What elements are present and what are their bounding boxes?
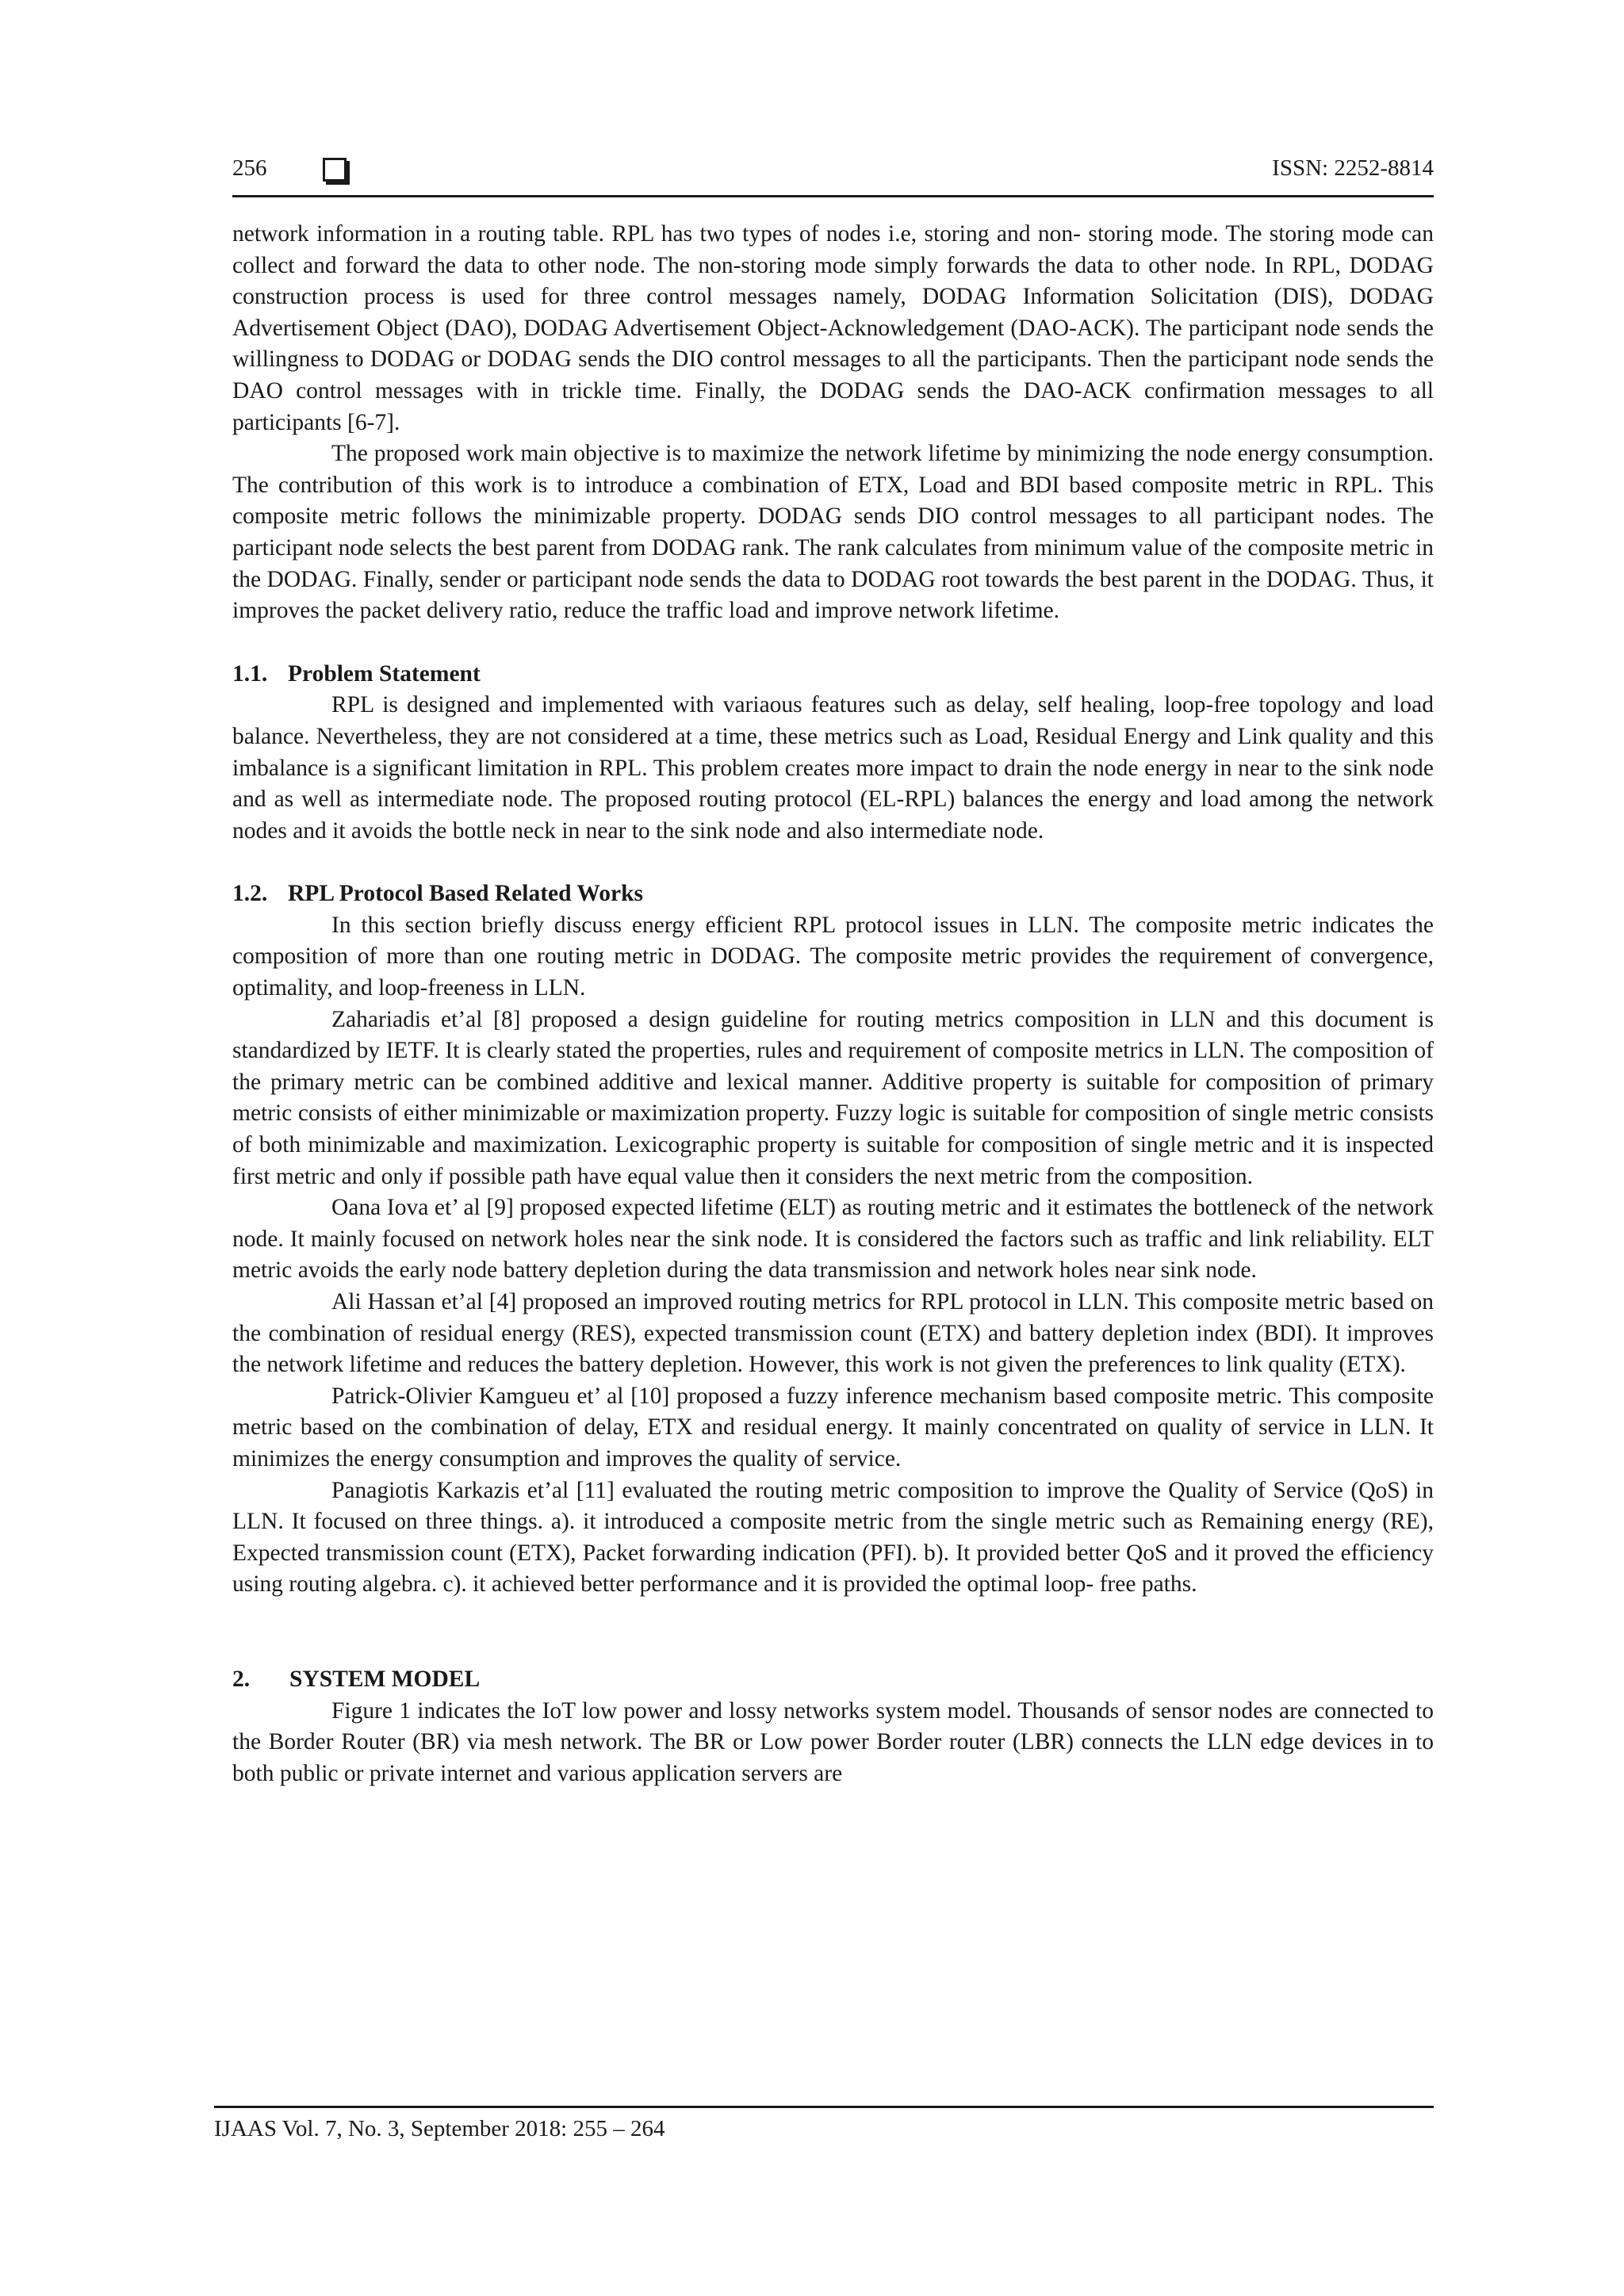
paragraph-zahariadis: Zahariadis et’al [8] proposed a design guideline for routing metrics composition in LLN and this document is standardized by IETF. It is clearly stated the properties, rules and requirement of composite metrics in LLN. The composition of the primary metric can be combined additive and lexical manner. Additive property is suitable for composition of primary metric consists of either minimizable or maximization property. Fuzzy logic is suitable for composition of single metric consists of both minimizable and maximization. Lexicographic property is suitable for composition of single metric and it is inspected first metric and only if possible path have equal value then it considers the next metric from the composition. [232,1006,1434,1189]
page-footer [214,2106,1434,2142]
body-text [232,219,1434,1789]
paragraph-objective: The proposed work main objective is to maximize the network lifetime by minimizing the node energy consumption. The contribution of this work is to introduce a combination of ETX, Load and BDI based composite metric in RPL. This composite metric follows the minimizable property. DODAG sends DIO control messages to all participant nodes. The participant node selects the best parent from DODAG rank. The rank calculates from minimum value of the composite metric in the DODAG. Finally, sender or participant node sends the data to DODAG root towards the best parent in the DODAG. Thus, it improves the packet delivery ratio, reduce the traffic load and improve network lifetime. [232,441,1434,624]
page-header [232,155,1434,197]
paragraph-problem: RPL is designed and implemented with variaous features such as delay, self healing, loop-free topology and load balance. Nevertheless, they are not considered at a time, these metrics such as Load, Residual Energy and Link quality and this imbalance is a significant limitation in RPL. This problem creates more impact to drain the node energy in near to the sink node and as well as intermediate node. The proposed routing protocol (EL-RPL) balances the energy and load among the network nodes and it avoids the bottle neck in near to the sink node and also intermediate node. [232,692,1434,844]
header-square-icon [323,158,347,182]
paragraph-intro-continued: network information in a routing table. RPL has two types of nodes i.e, storing and non- storing mode. The storing mode can collect and forward the data to other node. The non-storing mode simply forwards the data to other node. In RPL, DODAG construction process is used for three control messages namely, DODAG Information Solicitation (DIS), DODAG Advertisement Object (DAO), DODAG Advertisement Object-Acknowledgement (DAO-ACK). The participant node sends the willingness to DODAG or DODAG sends the DIO control messages to all the participants. Then the participant node sends the DAO control messages with in trickle time. Finally, the DODAG sends the DAO-ACK confirmation messages to all participants [6-7]. [232,221,1434,435]
paragraph-panagiotis: Panagiotis Karkazis et’al [11] evaluated the routing metric composition to improve the Quality of Service (QoS) in LLN. It focused on three things. a). it introduced a composite metric from the single metric such as Remaining energy (RE), Expected transmission count (ETX), Packet forwarding indication (PFI). b). It provided better QoS and it proved the efficiency using routing algebra. c). it achieved better performance and it is provided the optimal loop- free paths. [232,1477,1434,1598]
paragraph-system: Figure 1 indicates the IoT low power and lossy networks system model. Thousands of sensor nodes are connected to the Border Router (BR) via mesh network. The BR or Low power Border router (LBR) connects the LLN edge devices in to both public or private internet and various application servers are [232,1697,1434,1786]
heading-system-model: 2. SYSTEM MODEL [232,1666,481,1692]
page-number: 256 [232,155,267,181]
paragraph-related-intro: In this section briefly discuss energy efficient RPL protocol issues in LLN. The composite metric indicates the composition of more than one routing metric in DODAG. The composite metric provides the requirement of convergence, optimality, and loop-freeness in LLN. [232,912,1434,1001]
footer-citation: IJAAS Vol. 7, No. 3, September 2018: 255 – 264 [214,2116,665,2141]
paragraph-oana: Oana Iova et’ al [9] proposed expected lifetime (ELT) as routing metric and it estimates the bottleneck of the network node. It mainly focused on network holes near the sink node. It is considered the factors such as traffic and link reliability. ELT metric avoids the early node battery depletion during the data transmission and network holes near sink node. [232,1195,1434,1284]
issn-label: ISSN: 2252-8814 [1272,155,1434,181]
heading-related-works: 1.2. RPL Protocol Based Related Works [232,881,643,907]
heading-problem-statement: 1.1. Problem Statement [232,660,481,687]
paragraph-patrick: Patrick-Olivier Kamgueu et’ al [10] proposed a fuzzy inference mechanism based composite metric. This composite metric based on the combination of delay, ETX and residual energy. It mainly concentrated on quality of service in LLN. It minimizes the energy consumption and improves the quality of service. [232,1383,1434,1471]
paragraph-ali: Ali Hassan et’al [4] proposed an improved routing metrics for RPL protocol in LLN. This composite metric based on the combination of residual energy (RES), expected transmission count (ETX) and battery depletion index (BDI). It improves the network lifetime and reduces the battery depletion. However, this work is not given the preferences to link quality (ETX). [232,1289,1434,1378]
